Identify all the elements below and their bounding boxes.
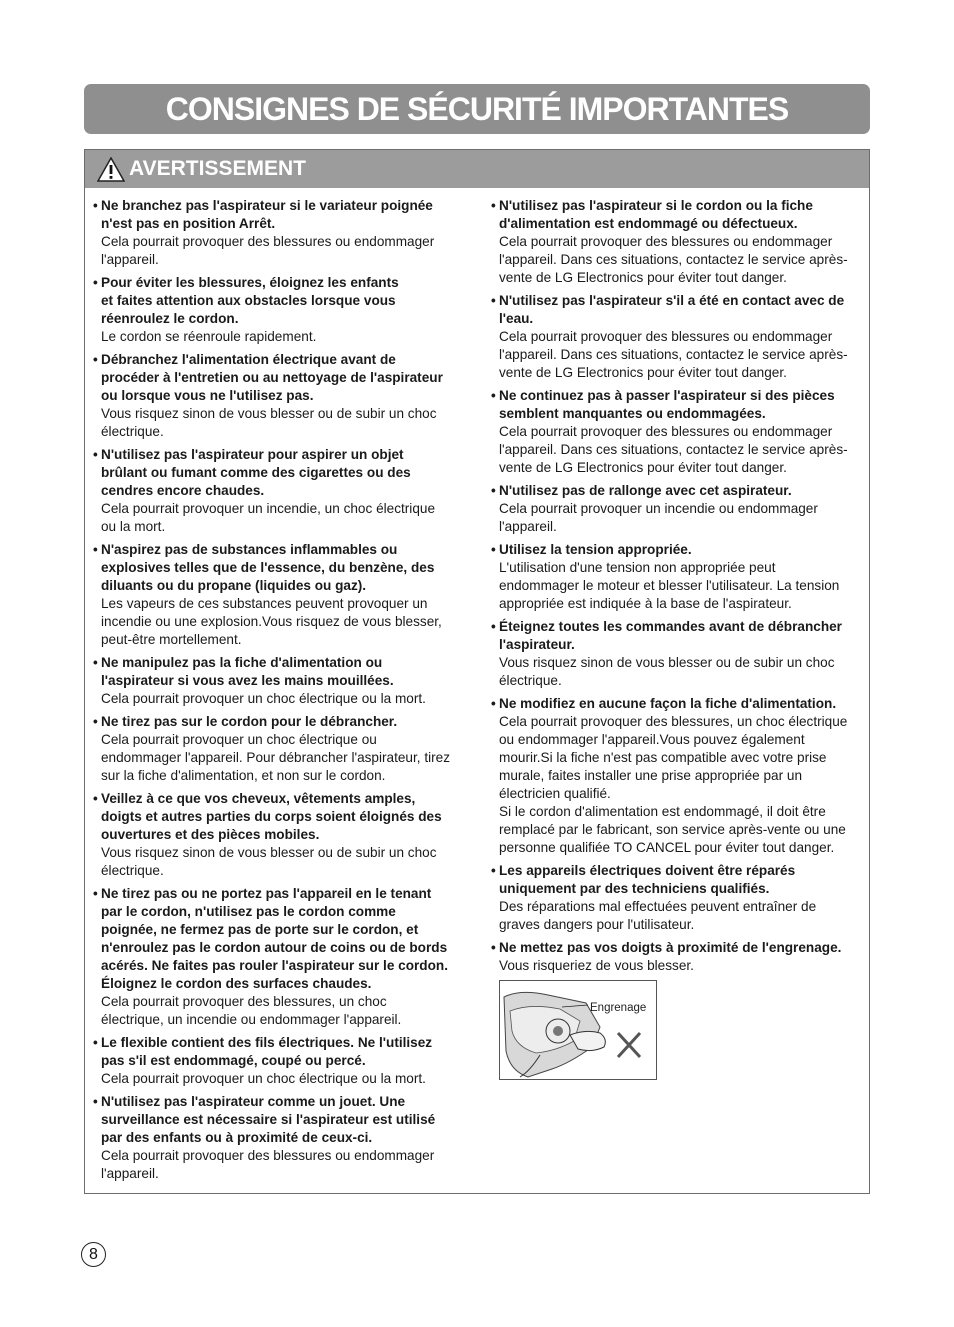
warning-item bbox=[491, 292, 861, 382]
vacuum-gear-drawing bbox=[500, 981, 656, 1079]
gear-illustration bbox=[499, 980, 657, 1080]
bullet-icon: • bbox=[491, 542, 496, 557]
right-column bbox=[491, 197, 861, 1080]
warning-item-heading: Débranchez l'alimentation électrique avant de procéder à l'entretien ou au nettoyage de l'aspirateur ou lorsque vous ne l'utilisez pas. bbox=[101, 352, 443, 403]
warning-item bbox=[491, 618, 861, 690]
warning-item bbox=[491, 197, 861, 287]
figure-container bbox=[491, 980, 861, 1080]
warning-item-text: Les vapeurs de ces substances peuvent provoquer un incendie ou une explosion.Vous risquez de vous blesser, peut-être mortellement. bbox=[101, 596, 442, 647]
warning-item bbox=[491, 695, 861, 857]
warning-panel bbox=[84, 149, 870, 1194]
warning-item bbox=[93, 541, 468, 649]
bullet-icon: • bbox=[93, 542, 98, 557]
figure-label: Engrenage bbox=[590, 1002, 647, 1014]
warning-item-heading: Veillez à ce que vos cheveux, vêtements amples, doigts et autres parties du corps soient éloignés des ouvertures et des pièces mobiles. bbox=[101, 791, 442, 842]
warning-item bbox=[491, 939, 861, 975]
warning-item bbox=[93, 351, 468, 441]
page-title: CONSIGNES DE SÉCURITÉ IMPORTANTES bbox=[165, 91, 789, 127]
warning-item-heading: N'utilisez pas de rallonge avec cet aspirateur. bbox=[499, 483, 792, 498]
warning-item-text: Cela pourrait provoquer des blessures ou endommager l'appareil. Dans ces situations, contactez le service après- vente de LG Electronics pour éviter tout danger. bbox=[499, 234, 848, 285]
warning-item-text: Le cordon se réenroule rapidement. bbox=[101, 329, 317, 344]
cross-icon bbox=[618, 1033, 640, 1057]
bullet-icon: • bbox=[93, 352, 98, 367]
warning-item-text: Cela pourrait provoquer des blessures ou endommager l'appareil. Dans ces situations, contactez le service après- vente de LG Electronics pour éviter tout danger. bbox=[499, 424, 848, 475]
warning-item bbox=[93, 1093, 468, 1183]
warning-item-heading: Utilisez la tension appropriée. bbox=[499, 542, 692, 557]
warning-item-text: Vous risquez sinon de vous blesser ou de subir un choc électrique. bbox=[499, 655, 835, 688]
bullet-icon: • bbox=[491, 940, 496, 955]
bullet-icon: • bbox=[491, 483, 496, 498]
warning-item-text: Cela pourrait provoquer des blessures ou endommager l'appareil. bbox=[101, 234, 435, 267]
warning-item bbox=[491, 541, 861, 613]
warning-item-text: Cela pourrait provoquer des blessures ou endommager l'appareil. Dans ces situations, contactez le service après- vente de LG Electronics pour éviter tout danger. bbox=[499, 329, 848, 380]
bullet-icon: • bbox=[93, 655, 98, 670]
warning-item-text: Cela pourrait provoquer des blessures ou endommager l'appareil. bbox=[101, 1148, 435, 1181]
warning-label: AVERTISSEMENT bbox=[129, 157, 306, 180]
warning-item bbox=[93, 790, 468, 880]
bullet-icon: • bbox=[93, 714, 98, 729]
bullet-icon: • bbox=[491, 388, 496, 403]
bullet-icon: • bbox=[93, 1094, 98, 1109]
bullet-icon: • bbox=[491, 293, 496, 308]
warning-item-heading: Ne manipulez pas la fiche d'alimentation ou l'aspirateur si vous avez les mains mouillées. bbox=[101, 655, 394, 688]
bullet-icon: • bbox=[93, 791, 98, 806]
warning-item-heading: N'utilisez pas l'aspirateur s'il a été en contact avec de l'eau. bbox=[499, 293, 845, 326]
warning-item-text: Vous risqueriez de vous blesser. bbox=[499, 958, 694, 973]
warning-item bbox=[93, 713, 468, 785]
warning-item-heading: Ne branchez pas l'aspirateur si le variateur poignée n'est pas en position Arrêt. bbox=[101, 198, 433, 231]
bullet-icon: • bbox=[491, 198, 496, 213]
warning-item-text: Vous risquez sinon de vous blesser ou de subir un choc électrique. bbox=[101, 406, 437, 439]
warning-item-heading: N'aspirez pas de substances inflammables ou explosives telles que de l'essence, du benzène, des diluants ou du propane (liquides ou gaz). bbox=[101, 542, 435, 593]
warning-item bbox=[93, 1034, 468, 1088]
title-banner bbox=[84, 84, 870, 134]
bullet-icon: • bbox=[93, 1035, 98, 1050]
bullet-icon: • bbox=[93, 198, 98, 213]
warning-item-text: Cela pourrait provoquer un choc électrique ou la mort. bbox=[101, 1071, 426, 1086]
warning-item-heading: Le flexible contient des fils électriques. Ne l'utilisez pas s'il est endommagé, coupé ou percé. bbox=[101, 1035, 433, 1068]
bullet-icon: • bbox=[491, 696, 496, 711]
warning-item-heading: N'utilisez pas l'aspirateur pour aspirer un objet brûlant ou fumant comme des cigarettes ou des cendres encore chaudes. bbox=[101, 447, 411, 498]
bullet-icon: • bbox=[491, 619, 496, 634]
warning-item-text: Cela pourrait provoquer des blessures, un choc électrique ou endommager l'appareil.Vous pouvez également mourir.Si la fiche n'est pas compatible avec votre prise murale, faites installer une prise appropriée par un électricien qualifié. Si le cordon d'alimentation est endommagé, il doit être remplacé par le fabricant, son service après-vente ou une personne qualifiée TO CANCEL pour éviter tout danger. bbox=[499, 714, 848, 855]
warning-item-heading: Ne continuez pas à passer l'aspirateur si des pièces semblent manquantes ou endommagées. bbox=[499, 388, 835, 421]
warning-item bbox=[491, 482, 861, 536]
warning-item-text: Cela pourrait provoquer des blessures, un choc électrique, un incendie ou endommager l'appareil. bbox=[101, 994, 402, 1027]
left-column bbox=[93, 197, 468, 1188]
warning-item bbox=[93, 654, 468, 708]
warning-item bbox=[93, 446, 468, 536]
warning-item-text: Cela pourrait provoquer un choc électrique ou la mort. bbox=[101, 691, 426, 706]
warning-item-text: Cela pourrait provoquer un incendie, un choc électrique ou la mort. bbox=[101, 501, 436, 534]
page-number: 8 bbox=[81, 1242, 106, 1267]
warning-item-heading: Les appareils électriques doivent être réparés uniquement par des techniciens qualifiés. bbox=[499, 863, 796, 896]
warning-item-text: L'utilisation d'une tension non appropriée peut endommager le moteur et blesser l'utilisateur. La tension appropriée est indiquée à la base de l'aspirateur. bbox=[499, 560, 840, 611]
warning-item bbox=[93, 274, 468, 346]
warning-item-heading: Éteignez toutes les commandes avant de débrancher l'aspirateur. bbox=[499, 619, 842, 652]
warning-item bbox=[93, 885, 468, 1029]
warning-item-text: Des réparations mal effectuées peuvent entraîner de graves dangers pour l'utilisateur. bbox=[499, 899, 817, 932]
warning-icon bbox=[97, 157, 125, 182]
warning-item-heading: N'utilisez pas l'aspirateur si le cordon ou la fiche d'alimentation est endommagé ou défectueux. bbox=[499, 198, 813, 231]
warning-item bbox=[491, 387, 861, 477]
warning-item-heading: Ne tirez pas ou ne portez pas l'appareil en le tenant par le cordon, n'utilisez pas le cordon comme poignée, ne fermez pas de porte sur le cordon, et n'enroulez pas le cordon autour de coins ou de bords acérés. Ne faites pas rouler l'aspirateur sur le cordon. Éloignez le cordon des surfaces chaudes. bbox=[101, 886, 448, 991]
warning-item bbox=[491, 862, 861, 934]
warning-item-text: Cela pourrait provoquer un choc électrique ou endommager l'appareil. Pour débrancher l'aspirateur, tirez sur la fiche d'alimentation, et non sur le cordon. bbox=[101, 732, 450, 783]
bullet-icon: • bbox=[93, 447, 98, 462]
warning-item bbox=[93, 197, 468, 269]
bullet-icon: • bbox=[93, 275, 98, 290]
warning-item-heading: N'utilisez pas l'aspirateur comme un jouet. Une surveillance est nécessaire si l'aspirateur est utilisé par des enfants ou à proximité de ceux-ci. bbox=[101, 1094, 436, 1145]
bullet-icon: • bbox=[491, 863, 496, 878]
warning-item-heading: Ne tirez pas sur le cordon pour le débrancher. bbox=[101, 714, 398, 729]
warning-item-heading: Ne modifiez en aucune façon la fiche d'alimentation. bbox=[499, 696, 837, 711]
bullet-icon: • bbox=[93, 886, 98, 901]
warning-header bbox=[85, 150, 869, 188]
warning-item-text: Cela pourrait provoquer un incendie ou endommager l'appareil. bbox=[499, 501, 818, 534]
warning-item-heading: Pour éviter les blessures, éloignez les enfants et faites attention aux obstacles lorsque vous réenroulez le cordon. bbox=[101, 275, 399, 326]
warning-item-text: Vous risquez sinon de vous blesser ou de subir un choc électrique. bbox=[101, 845, 437, 878]
warning-item-heading: Ne mettez pas vos doigts à proximité de l'engrenage. bbox=[499, 940, 842, 955]
